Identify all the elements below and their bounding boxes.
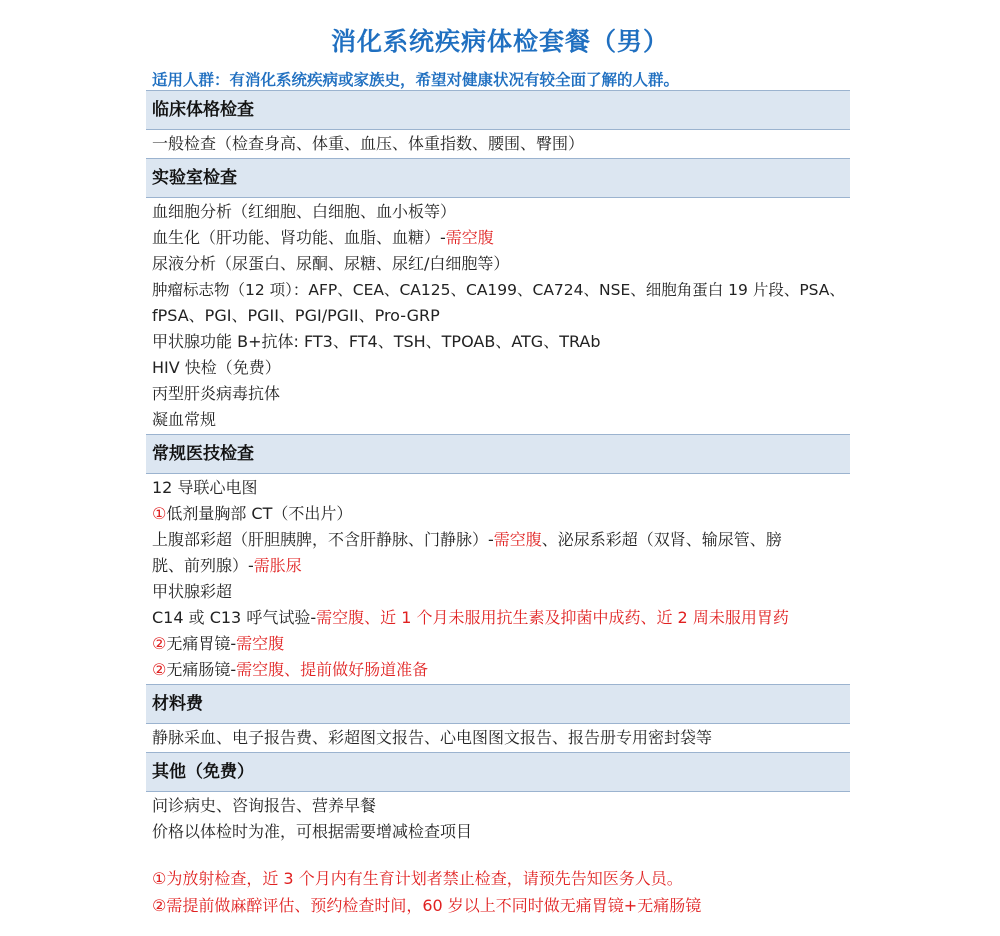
list-item <box>146 605 850 631</box>
item-requirement: 需空腹、近 1 个月未服用抗生素及抑菌中成药、近 2 周未服用胃药 <box>316 608 789 627</box>
item-text: 胱、前列腺）- <box>152 556 254 575</box>
section-heading-laboratory: 实验室检查 <box>146 158 850 198</box>
list-item <box>146 725 850 751</box>
list-item <box>146 819 850 845</box>
section-body-laboratory <box>146 198 850 434</box>
item-text: 无痛肠镜- <box>166 660 237 679</box>
list-item <box>146 475 850 501</box>
item-requirement: 需空腹、提前做好肠道准备 <box>236 660 429 679</box>
item-text: 一般检查（检查身高、体重、血压、体重指数、腰围、臀围） <box>152 134 585 153</box>
item-text: HIV 快检（免费） <box>152 358 281 377</box>
list-item <box>146 381 850 407</box>
section-body-clinical <box>146 130 850 158</box>
footnote-anesthesia: ②需提前做麻醉评估、预约检查时间，60 岁以上不同时做无痛胃镜+无痛肠镜 <box>152 896 702 915</box>
list-item <box>146 225 850 251</box>
item-text: 价格以体检时为准，可根据需要增减检查项目 <box>152 822 473 841</box>
item-requirement: 需空腹 <box>493 530 542 549</box>
item-text: 问诊病史、咨询报告、营养早餐 <box>152 796 377 815</box>
item-text: 甲状腺功能 B+抗体: FT3、FT4、TSH、TPOAB、ATG、TRAb <box>152 332 601 351</box>
list-item <box>146 793 850 819</box>
list-item <box>146 355 850 381</box>
footnotes <box>152 865 701 919</box>
list-item <box>146 199 850 225</box>
item-text: 无痛胃镜- <box>166 634 237 653</box>
section-heading-imaging: 常规医技检查 <box>146 434 850 474</box>
item-text: 尿液分析（尿蛋白、尿酮、尿糖、尿红/白细胞等） <box>152 254 510 273</box>
target-audience: 适用人群：有消化系统疾病或家族史，希望对健康状况有较全面了解的人群。 <box>152 71 680 89</box>
section-heading-clinical: 临床体格检查 <box>146 90 850 130</box>
list-item <box>146 579 850 605</box>
list-item <box>146 631 850 657</box>
item-requirement: 需空腹 <box>445 228 494 247</box>
section-heading-materials: 材料费 <box>146 684 850 724</box>
item-text: 血生化（肝功能、肾功能、血脂、血糖）- <box>152 228 446 247</box>
list-item <box>146 329 850 355</box>
list-item <box>146 553 850 579</box>
anesthesia-mark: ② <box>152 634 167 653</box>
list-item <box>146 527 850 553</box>
item-text: 凝血常规 <box>152 410 217 429</box>
item-text: 血细胞分析（红细胞、白细胞、血小板等） <box>152 202 457 221</box>
item-text: C14 或 C13 呼气试验- <box>152 608 317 627</box>
item-text: 12 导联心电图 <box>152 478 258 497</box>
list-item <box>146 277 850 303</box>
section-body-other <box>146 792 850 846</box>
checkup-table <box>146 90 850 846</box>
item-text: 甲状腺彩超 <box>152 582 233 601</box>
footnote-radiation: ①为放射检查，近 3 个月内有生育计划者禁止检查，请预先告知医务人员。 <box>152 869 683 888</box>
item-text: 肿瘤标志物（12 项）：AFP、CEA、CA125、CA199、CA724、NSE、细胞角蛋白 19 片段、PSA、 <box>152 281 845 299</box>
list-item <box>146 407 850 433</box>
section-heading-other: 其他（免费） <box>146 752 850 792</box>
list-item <box>146 657 850 683</box>
item-text: fPSA、PGI、PGII、PGI/PGII、Pro-GRP <box>152 306 440 325</box>
list-item <box>146 251 850 277</box>
list-item <box>146 303 850 329</box>
page-title: 消化系统疾病体检套餐（男） <box>330 27 669 56</box>
item-text: 静脉采血、电子报告费、彩超图文报告、心电图图文报告、报告册专用密封袋等 <box>152 728 713 747</box>
list-item <box>146 131 850 157</box>
item-text: 、泌尿系彩超（双肾、输尿管、膀 <box>541 530 782 549</box>
section-body-materials <box>146 724 850 752</box>
section-body-imaging <box>146 474 850 684</box>
item-requirement: 需空腹 <box>236 634 285 653</box>
item-text: 上腹部彩超（肝胆胰脾，不含肝静脉、门静脉）- <box>152 530 494 549</box>
radiation-mark: ① <box>152 504 167 523</box>
item-text: 丙型肝炎病毒抗体 <box>152 384 281 403</box>
list-item <box>146 501 850 527</box>
item-text: 低剂量胸部 CT（不出片） <box>166 504 353 523</box>
anesthesia-mark: ② <box>152 660 167 679</box>
item-requirement: 需胀尿 <box>253 556 302 575</box>
